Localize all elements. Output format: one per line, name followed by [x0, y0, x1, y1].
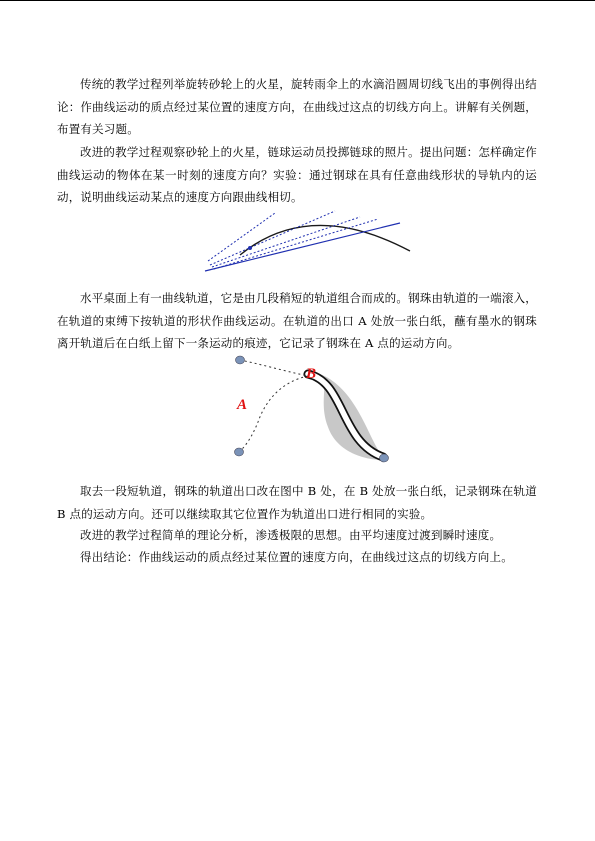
paragraph-theory: 改进的教学过程简单的理论分析，渗透极限的思想。由平均速度过渡到瞬时速度。 [80, 528, 502, 542]
secant-line-2 [210, 211, 335, 265]
paragraph-experiment: 水平桌面上有一曲线轨道，它是由几段稍短的轨道组合而成的。钢珠由轨道的一端滚入，在轨道的束缚下按轨道的形状作曲线运动。在轨道的出口 A 处放一张白纸，蘸有墨水的钢珠离开轨道后在白纸上留下一条运动的痕迹，它记录了钢珠在 A 点的运动方向。 [57, 291, 537, 350]
track-experiment-figure [220, 352, 400, 472]
trace-line-1 [240, 360, 308, 376]
header-rule [0, 0, 595, 1]
point-a-label: A [237, 397, 248, 413]
tangent-lines-figure [200, 203, 415, 278]
steel-ball [236, 356, 245, 364]
steel-ball [235, 448, 244, 456]
trace-line-2 [239, 376, 308, 452]
paragraph-conclusion: 得出结论：作曲线运动的质点经过某位置的速度方向，在曲线过这点的切线方向上。 [80, 550, 513, 564]
point-b-label: B [306, 366, 317, 382]
paragraph-improved-teaching: 改进的教学过程观察砂轮上的火星，链球运动员投掷链球的照片。提出问题：怎样确定作曲线运动的物体在某一时刻的速度方向？实验：通过钢球在具有任意曲线形状的导轨内的运动，说明曲线运动某点的速度方向跟曲线相切。 [57, 145, 537, 204]
curve-path [240, 225, 410, 255]
steel-ball [380, 454, 389, 462]
tangent-point [248, 246, 252, 250]
secant-line-4 [214, 219, 378, 269]
paragraph-traditional-teaching: 传统的教学过程列举旋转砂轮上的火星，旋转雨伞上的水滴沿圆周切线飞出的事例得出结论：作曲线运动的质点经过某位置的速度方向，在曲线过这点的切线方向上。讲解有关例题，布置有关习题。 [57, 77, 537, 136]
tangent-line [205, 223, 400, 271]
paragraph-short-track: 取去一段短轨道，钢珠的轨道出口改在图中 B 处，在 B 处放一张白纸，记录钢珠在轨道 B 点的运动方向。还可以继续取其它位置作为轨道出口进行相同的实验。 [57, 484, 537, 521]
